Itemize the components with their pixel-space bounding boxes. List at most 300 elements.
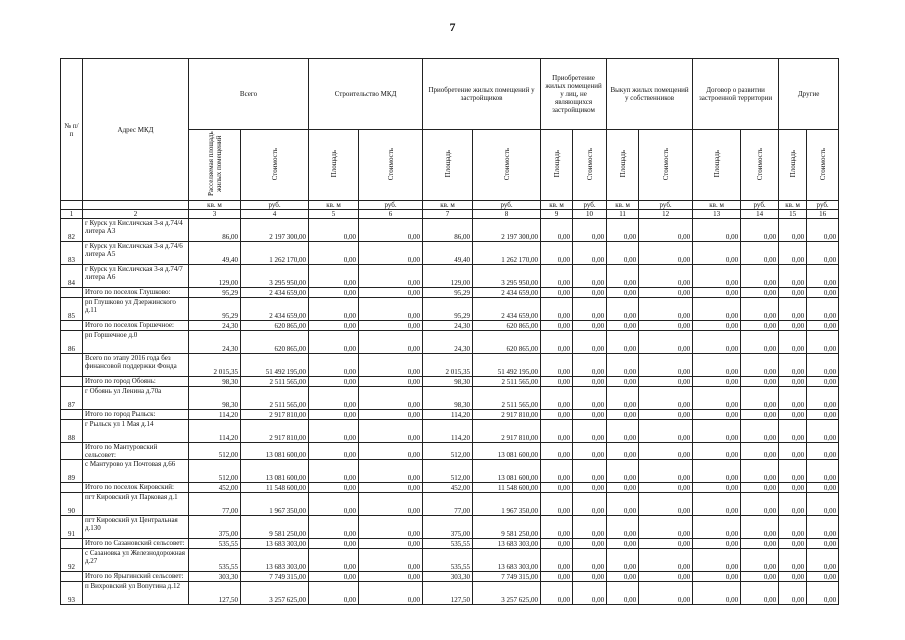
table-row [61, 242, 839, 265]
unit-cell: руб. [573, 201, 607, 210]
subtotal-row [61, 410, 839, 420]
value-cell: 0,00 [807, 377, 839, 387]
row-number: 84 [61, 265, 83, 288]
value-cell: 0,00 [639, 288, 693, 298]
subheader-area: Площадь [423, 130, 473, 201]
row-address: Итого по поселок Горшечное: [83, 321, 189, 331]
value-cell: 0,00 [741, 265, 779, 288]
value-cell: 303,30 [189, 572, 241, 582]
value-cell: 0,00 [573, 582, 607, 605]
value-cell: 0,00 [779, 410, 807, 420]
value-cell: 98,30 [423, 387, 473, 410]
page-number: 7 [449, 20, 456, 34]
value-cell: 620 865,00 [473, 331, 541, 354]
value-cell: 0,00 [639, 410, 693, 420]
value-cell: 0,00 [359, 549, 423, 572]
unit-cell: кв. м [779, 201, 807, 210]
value-cell: 1 262 170,00 [473, 242, 541, 265]
value-cell: 114,20 [423, 420, 473, 443]
value-cell: 13 683 303,00 [241, 549, 309, 572]
value-cell: 0,00 [309, 443, 359, 460]
value-cell: 0,00 [693, 242, 741, 265]
value-cell: 0,00 [607, 549, 639, 572]
row-address: г Курск ул Кисличская 3-я д.74/7 литера А6 [83, 265, 189, 288]
column-number: 6 [359, 210, 423, 219]
unit-cell: руб. [639, 201, 693, 210]
value-cell: 0,00 [359, 582, 423, 605]
value-cell: 0,00 [693, 420, 741, 443]
value-cell: 0,00 [807, 331, 839, 354]
value-cell: 0,00 [639, 387, 693, 410]
value-cell: 0,00 [573, 410, 607, 420]
value-cell: 0,00 [309, 410, 359, 420]
value-cell: 2 917 810,00 [473, 420, 541, 443]
header-construction: Строительство МКД [309, 59, 423, 130]
value-cell: 0,00 [741, 539, 779, 549]
value-cell: 535,55 [423, 539, 473, 549]
subheader-settled-area: Расселяемая площадь жилых помещений [189, 130, 241, 201]
value-cell: 0,00 [541, 516, 573, 539]
row-number: 89 [61, 460, 83, 483]
value-cell: 375,00 [423, 516, 473, 539]
value-cell: 0,00 [807, 298, 839, 321]
column-number: 15 [779, 210, 807, 219]
value-cell: 452,00 [423, 483, 473, 493]
value-cell: 0,00 [359, 443, 423, 460]
value-cell: 0,00 [741, 331, 779, 354]
value-cell: 2 511 565,00 [473, 377, 541, 387]
row-address: г Курск ул Кисличская 3-я д.74/4 литера А3 [83, 219, 189, 242]
value-cell: 0,00 [607, 387, 639, 410]
value-cell: 0,00 [573, 516, 607, 539]
unit-empty [83, 201, 189, 210]
value-cell: 114,20 [189, 410, 241, 420]
value-cell: 0,00 [541, 387, 573, 410]
value-cell: 0,00 [779, 377, 807, 387]
value-cell: 3 257 625,00 [241, 582, 309, 605]
value-cell: 0,00 [779, 549, 807, 572]
value-cell: 0,00 [607, 354, 639, 377]
value-cell: 0,00 [309, 298, 359, 321]
value-cell: 0,00 [779, 572, 807, 582]
value-cell: 0,00 [309, 331, 359, 354]
unit-cell: кв. м [607, 201, 639, 210]
value-cell: 535,55 [189, 549, 241, 572]
value-cell: 0,00 [741, 516, 779, 539]
value-cell: 620 865,00 [241, 331, 309, 354]
table-row [61, 387, 839, 410]
value-cell: 512,00 [423, 443, 473, 460]
column-number: 14 [741, 210, 779, 219]
value-cell: 0,00 [573, 483, 607, 493]
value-cell: 0,00 [607, 539, 639, 549]
value-cell: 0,00 [807, 242, 839, 265]
subheader-cost: Стоимость [639, 130, 693, 201]
value-cell: 1 262 170,00 [241, 242, 309, 265]
value-cell: 0,00 [359, 242, 423, 265]
value-cell: 0,00 [639, 582, 693, 605]
value-cell: 49,40 [423, 242, 473, 265]
value-cell: 0,00 [541, 242, 573, 265]
value-cell: 0,00 [607, 582, 639, 605]
value-cell: 114,20 [423, 410, 473, 420]
value-cell: 0,00 [741, 420, 779, 443]
value-cell: 0,00 [741, 242, 779, 265]
value-cell: 0,00 [573, 387, 607, 410]
value-cell: 0,00 [573, 298, 607, 321]
value-cell: 0,00 [779, 219, 807, 242]
value-cell: 0,00 [573, 354, 607, 377]
row-number [61, 354, 83, 377]
value-cell: 0,00 [779, 516, 807, 539]
value-cell: 0,00 [309, 483, 359, 493]
unit-cell: кв. м [693, 201, 741, 210]
value-cell: 535,55 [189, 539, 241, 549]
value-cell: 0,00 [359, 493, 423, 516]
value-cell: 0,00 [639, 242, 693, 265]
column-number: 3 [189, 210, 241, 219]
value-cell: 0,00 [693, 539, 741, 549]
unit-cell: руб. [241, 201, 309, 210]
value-cell: 11 548 600,00 [473, 483, 541, 493]
value-cell: 0,00 [359, 420, 423, 443]
value-cell: 0,00 [639, 549, 693, 572]
value-cell: 13 081 600,00 [473, 460, 541, 483]
value-cell: 0,00 [741, 582, 779, 605]
value-cell: 0,00 [309, 420, 359, 443]
value-cell: 0,00 [639, 420, 693, 443]
value-cell: 0,00 [639, 443, 693, 460]
row-address: с Мантурово ул Почтовая д.66 [83, 460, 189, 483]
value-cell: 0,00 [693, 443, 741, 460]
unit-cell: руб. [741, 201, 779, 210]
unit-empty [61, 201, 83, 210]
column-number: 5 [309, 210, 359, 219]
row-number [61, 321, 83, 331]
value-cell: 0,00 [309, 219, 359, 242]
value-cell: 0,00 [807, 516, 839, 539]
row-number: 88 [61, 420, 83, 443]
column-number: 11 [607, 210, 639, 219]
value-cell: 2 197 300,00 [473, 219, 541, 242]
value-cell: 77,00 [189, 493, 241, 516]
value-cell: 2 434 659,00 [473, 298, 541, 321]
header-other: Другие [779, 59, 839, 130]
value-cell: 98,30 [423, 377, 473, 387]
column-number: 12 [639, 210, 693, 219]
value-cell: 24,30 [423, 331, 473, 354]
unit-cell: руб. [359, 201, 423, 210]
value-cell: 0,00 [359, 321, 423, 331]
value-cell: 0,00 [359, 572, 423, 582]
value-cell: 0,00 [309, 265, 359, 288]
value-cell: 129,00 [189, 265, 241, 288]
value-cell: 0,00 [741, 572, 779, 582]
value-cell: 0,00 [639, 321, 693, 331]
value-cell: 0,00 [573, 377, 607, 387]
value-cell: 51 492 195,00 [473, 354, 541, 377]
value-cell: 0,00 [693, 354, 741, 377]
value-cell: 0,00 [807, 549, 839, 572]
table-row [61, 493, 839, 516]
value-cell: 0,00 [693, 483, 741, 493]
header-total: Всего [189, 59, 309, 130]
value-cell: 0,00 [573, 549, 607, 572]
row-address: рп Глушково ул Дзержинского д.11 [83, 298, 189, 321]
unit-cell: кв. м [423, 201, 473, 210]
value-cell: 0,00 [779, 265, 807, 288]
subheader-cost: Стоимость [807, 130, 839, 201]
value-cell: 0,00 [741, 483, 779, 493]
value-cell: 0,00 [807, 493, 839, 516]
value-cell: 512,00 [423, 460, 473, 483]
value-cell: 0,00 [607, 493, 639, 516]
table-row [61, 219, 839, 242]
value-cell: 2 434 659,00 [241, 298, 309, 321]
value-cell: 0,00 [741, 377, 779, 387]
subtotal-row [61, 483, 839, 493]
unit-cell: руб. [807, 201, 839, 210]
row-number [61, 443, 83, 460]
value-cell: 0,00 [607, 443, 639, 460]
value-cell: 0,00 [309, 549, 359, 572]
value-cell: 0,00 [541, 377, 573, 387]
row-number: 87 [61, 387, 83, 410]
value-cell: 0,00 [741, 493, 779, 516]
subtotal-row [61, 321, 839, 331]
value-cell: 13 081 600,00 [473, 443, 541, 460]
row-address: г Курск ул Кисличская 3-я д.74/6 литера А5 [83, 242, 189, 265]
value-cell: 0,00 [741, 387, 779, 410]
value-cell: 0,00 [807, 321, 839, 331]
value-cell: 0,00 [639, 493, 693, 516]
value-cell: 7 749 315,00 [241, 572, 309, 582]
value-cell: 0,00 [779, 483, 807, 493]
value-cell: 0,00 [359, 516, 423, 539]
row-address: рп Горшечное д.0 [83, 331, 189, 354]
value-cell: 0,00 [693, 288, 741, 298]
value-cell: 0,00 [607, 288, 639, 298]
header-address: Адрес МКД [83, 59, 189, 201]
value-cell: 0,00 [693, 582, 741, 605]
value-cell: 0,00 [359, 410, 423, 420]
value-cell: 2 434 659,00 [473, 288, 541, 298]
value-cell: 0,00 [779, 321, 807, 331]
value-cell: 114,20 [189, 420, 241, 443]
value-cell: 0,00 [359, 387, 423, 410]
value-cell: 0,00 [573, 331, 607, 354]
value-cell: 95,29 [189, 298, 241, 321]
value-cell: 0,00 [807, 582, 839, 605]
row-number: 92 [61, 549, 83, 572]
value-cell: 0,00 [573, 493, 607, 516]
value-cell: 0,00 [693, 516, 741, 539]
value-cell: 24,30 [189, 331, 241, 354]
row-address: пгт Кировский ул Парковая д.1 [83, 493, 189, 516]
table-row [61, 331, 839, 354]
value-cell: 0,00 [807, 410, 839, 420]
value-cell: 0,00 [309, 516, 359, 539]
value-cell: 0,00 [541, 493, 573, 516]
value-cell: 0,00 [639, 377, 693, 387]
column-number: 10 [573, 210, 607, 219]
value-cell: 24,30 [423, 321, 473, 331]
subheader-cost: Стоимость [573, 130, 607, 201]
value-cell: 0,00 [541, 483, 573, 493]
value-cell: 86,00 [423, 219, 473, 242]
row-number: 83 [61, 242, 83, 265]
value-cell: 0,00 [359, 354, 423, 377]
value-cell: 1 967 350,00 [473, 493, 541, 516]
row-address: Всего по этапу 2016 года без финансовой поддержки Фонда [83, 354, 189, 377]
value-cell: 0,00 [541, 539, 573, 549]
value-cell: 0,00 [807, 420, 839, 443]
value-cell: 0,00 [779, 539, 807, 549]
value-cell: 0,00 [309, 493, 359, 516]
value-cell: 0,00 [573, 572, 607, 582]
subheader-area: Площадь [607, 130, 639, 201]
value-cell: 303,30 [423, 572, 473, 582]
value-cell: 0,00 [779, 331, 807, 354]
value-cell: 0,00 [693, 377, 741, 387]
value-cell: 0,00 [541, 331, 573, 354]
value-cell: 2 917 810,00 [241, 420, 309, 443]
value-cell: 0,00 [359, 288, 423, 298]
value-cell: 0,00 [607, 572, 639, 582]
value-cell: 0,00 [807, 539, 839, 549]
table-row [61, 420, 839, 443]
table-row [61, 516, 839, 539]
value-cell: 0,00 [607, 219, 639, 242]
value-cell: 0,00 [693, 410, 741, 420]
value-cell: 127,50 [423, 582, 473, 605]
value-cell: 0,00 [779, 460, 807, 483]
value-cell: 1 967 350,00 [241, 493, 309, 516]
value-cell: 0,00 [607, 265, 639, 288]
value-cell: 0,00 [807, 387, 839, 410]
value-cell: 0,00 [779, 443, 807, 460]
value-cell: 0,00 [639, 539, 693, 549]
value-cell: 0,00 [359, 265, 423, 288]
header-no: № п/п [61, 59, 83, 201]
value-cell: 0,00 [807, 483, 839, 493]
value-cell: 2 434 659,00 [241, 288, 309, 298]
value-cell: 0,00 [573, 321, 607, 331]
row-address: Итого по Ярыгинский сельсовет: [83, 572, 189, 582]
value-cell: 2 511 565,00 [241, 377, 309, 387]
table-row [61, 265, 839, 288]
value-cell: 0,00 [359, 219, 423, 242]
value-cell: 0,00 [779, 288, 807, 298]
value-cell: 95,29 [423, 298, 473, 321]
value-cell: 0,00 [309, 539, 359, 549]
value-cell: 2 197 300,00 [241, 219, 309, 242]
value-cell: 0,00 [309, 582, 359, 605]
row-address: с Сазановка ул Железнодорожная д.27 [83, 549, 189, 572]
value-cell: 0,00 [607, 331, 639, 354]
subheader-cost: Стоимость [241, 130, 309, 201]
value-cell: 512,00 [189, 443, 241, 460]
value-cell: 0,00 [607, 460, 639, 483]
value-cell: 0,00 [309, 242, 359, 265]
value-cell: 0,00 [639, 331, 693, 354]
subtotal-row [61, 377, 839, 387]
subtotal-row [61, 572, 839, 582]
value-cell: 0,00 [359, 460, 423, 483]
value-cell: 0,00 [779, 354, 807, 377]
column-number: 13 [693, 210, 741, 219]
value-cell: 0,00 [607, 420, 639, 443]
row-number [61, 539, 83, 549]
value-cell: 13 081 600,00 [241, 460, 309, 483]
value-cell: 0,00 [693, 549, 741, 572]
header-agreement: Договор о развитии застроенной территории [693, 59, 779, 130]
value-cell: 0,00 [541, 460, 573, 483]
value-cell: 0,00 [573, 288, 607, 298]
value-cell: 0,00 [541, 549, 573, 572]
row-address: Итого по город Рыльск: [83, 410, 189, 420]
value-cell: 13 683 303,00 [241, 539, 309, 549]
subheader-area: Площадь [693, 130, 741, 201]
value-cell: 0,00 [541, 443, 573, 460]
header-buyout: Выкуп жилых помещений у собственников [607, 59, 693, 130]
value-cell: 0,00 [741, 321, 779, 331]
value-cell: 0,00 [639, 572, 693, 582]
table-row [61, 549, 839, 572]
row-number: 93 [61, 582, 83, 605]
header-purchase-non-developers: Приобретение жилых помещений у лиц, не являющихся застройщиком [541, 59, 607, 130]
table-row [61, 582, 839, 605]
value-cell: 0,00 [741, 288, 779, 298]
value-cell: 9 581 250,00 [473, 516, 541, 539]
value-cell: 0,00 [741, 219, 779, 242]
value-cell: 0,00 [607, 321, 639, 331]
value-cell: 0,00 [741, 354, 779, 377]
row-number: 85 [61, 298, 83, 321]
value-cell: 0,00 [693, 298, 741, 321]
table-row [61, 460, 839, 483]
value-cell: 86,00 [189, 219, 241, 242]
value-cell: 24,30 [189, 321, 241, 331]
column-number: 2 [83, 210, 189, 219]
column-number: 9 [541, 210, 573, 219]
value-cell: 452,00 [189, 483, 241, 493]
value-cell: 0,00 [639, 516, 693, 539]
value-cell: 0,00 [573, 539, 607, 549]
value-cell: 0,00 [639, 354, 693, 377]
table-row [61, 298, 839, 321]
value-cell: 0,00 [693, 265, 741, 288]
value-cell: 620 865,00 [473, 321, 541, 331]
value-cell: 0,00 [807, 460, 839, 483]
header-purchase-developers: Приобретение жилых помещений у застройщиков [423, 59, 541, 130]
value-cell: 0,00 [693, 321, 741, 331]
value-cell: 0,00 [807, 265, 839, 288]
column-number: 1 [61, 210, 83, 219]
value-cell: 0,00 [573, 443, 607, 460]
value-cell: 0,00 [309, 321, 359, 331]
value-cell: 0,00 [309, 354, 359, 377]
value-cell: 0,00 [693, 387, 741, 410]
column-number: 8 [473, 210, 541, 219]
value-cell: 0,00 [607, 298, 639, 321]
value-cell: 51 492 195,00 [241, 354, 309, 377]
value-cell: 535,55 [423, 549, 473, 572]
value-cell: 0,00 [639, 265, 693, 288]
row-address: Итого по поселок Кировский: [83, 483, 189, 493]
value-cell: 0,00 [779, 242, 807, 265]
value-cell: 0,00 [807, 443, 839, 460]
